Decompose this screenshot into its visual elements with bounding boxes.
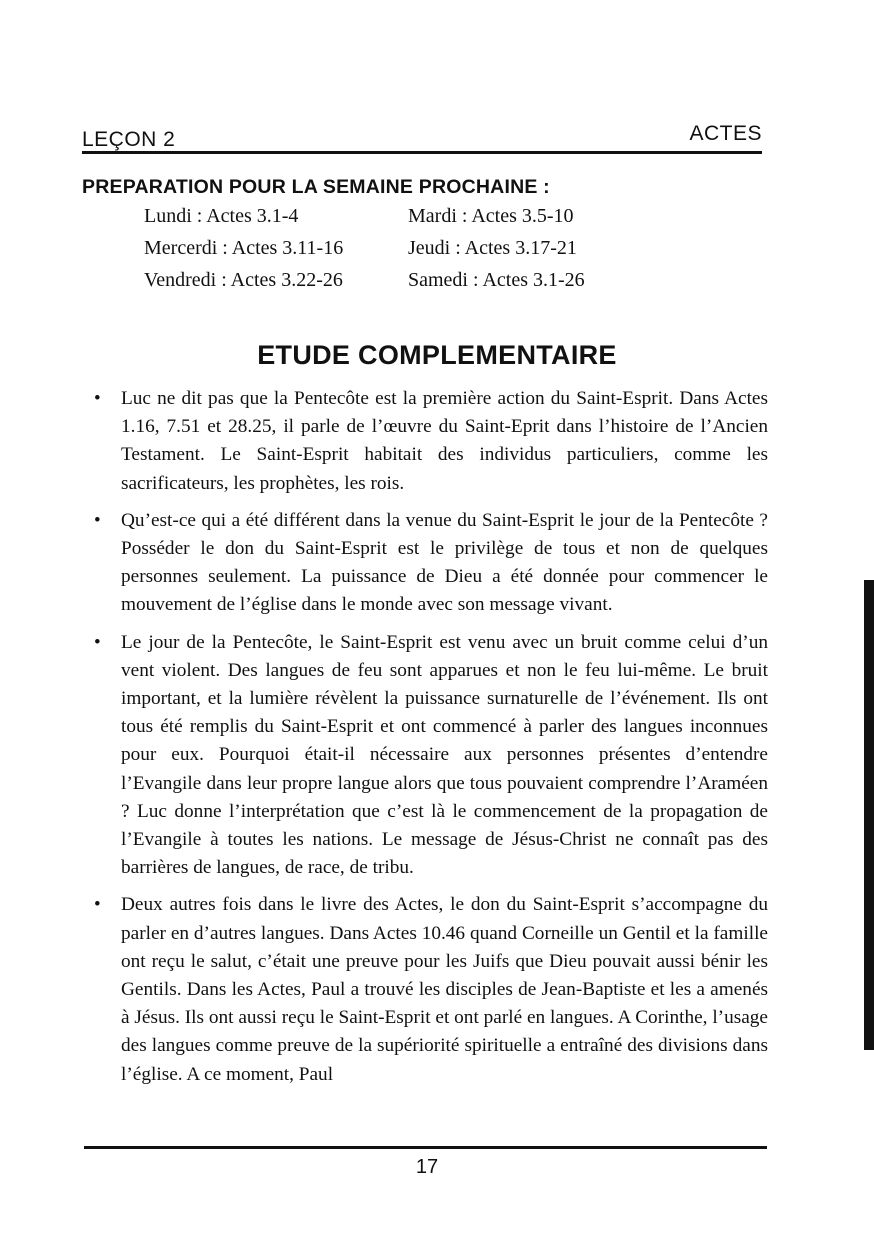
bullet-icon: • <box>94 894 101 916</box>
preparation-title: PREPARATION POUR LA SEMAINE PROCHAINE : <box>82 176 550 198</box>
scan-edge-shadow <box>864 580 874 1050</box>
schedule-entry-wednesday: Mercerdi : Actes 3.11-16 <box>144 237 344 259</box>
section-title: ETUDE COMPLEMENTAIRE <box>257 340 617 370</box>
paragraph-text: Le jour de la Pentecôte, le Saint-Esprit est venu avec un bruit comme celui d’un vent violent. Des langues de feu sont apparues et non le feu lui-même. Le bruit important, et la lumière révèlent la puissance surnaturelle de l’événement. Ils ont tous été remplis du Saint-Esprit et ont commencé à parler des langues inconnues pour eux. Pourquoi était-il nécessaire aux personnes présentes d’entendre l’Evangile dans leur propre langue alors que tous pouvaient comprendre l’Araméen ? Luc donne l’interprétation que c’est là le commencement de la propagation de l’Evangile à toutes les nations. Le message de Jésus-Christ ne connaît pas des barrières de langues, de race, de tribu. <box>121 631 768 879</box>
schedule-entry-tuesday: Mardi : Actes 3.5-10 <box>408 205 574 227</box>
bullet-icon: • <box>94 509 101 531</box>
bullet-icon: • <box>94 388 101 409</box>
schedule-entry-thursday: Jeudi : Actes 3.17-21 <box>408 237 577 259</box>
lesson-label: LEÇON 2 <box>82 128 176 151</box>
bullet-paragraph <box>82 891 768 1088</box>
bullet-paragraph <box>82 385 768 498</box>
bullet-icon: • <box>94 631 101 653</box>
schedule-entry-friday: Vendredi : Actes 3.22-26 <box>144 269 343 291</box>
paragraph-text: Deux autres fois dans le livre des Actes, le don du Saint-Esprit s’accompagne du parler en d’autres langues. Dans Actes 10.46 quand Corneille un Gentil et la famille ont reçu le salut, c’était une preuve pour les Juifs que Dieu pouvait aussi bénir les Gentils. Dans les Actes, Paul a trouvé les disciples de Jean-Baptiste et les a amenés à Jésus. Ils ont aussi reçu le Saint-Esprit et ont parlé en langues. A Corinthe, l’usage des langues comme preuve de la supériorité spirituelle a entraîné des divisions dans l’église. A ce moment, Paul <box>121 894 768 1085</box>
schedule-entry-saturday: Samedi : Actes 3.1-26 <box>408 269 585 291</box>
bullet-paragraph <box>82 507 768 620</box>
footer-rule <box>84 1146 767 1149</box>
schedule-entry-monday: Lundi : Actes 3.1-4 <box>144 205 299 227</box>
paragraph-text: Qu’est-ce qui a été différent dans la venue du Saint-Esprit le jour de la Pentecôte ? Posséder le don du Saint-Esprit est le privilège de tous et non de quelques personnes seulement. La puissance de Dieu a été donnée pour commencer le mouvement de l’église dans le monde avec son message vivant. <box>121 509 768 616</box>
page-number: 17 <box>415 1156 439 1178</box>
book-label: ACTES <box>689 122 762 145</box>
bullet-paragraph <box>82 629 768 883</box>
header-rule <box>82 151 762 154</box>
study-content <box>82 385 768 1098</box>
paragraph-text: Luc ne dit pas que la Pentecôte est la première action du Saint-Esprit. Dans Actes 1.16, 7.51 et 28.25, il parle de l’œuvre du Saint-Eprit dans l’histoire de l’Ancien Testament. Le Saint-Esprit habitait des individus particuliers, comme les sacrificateurs, les prophètes, les rois. <box>121 388 768 494</box>
reading-schedule <box>144 205 624 292</box>
